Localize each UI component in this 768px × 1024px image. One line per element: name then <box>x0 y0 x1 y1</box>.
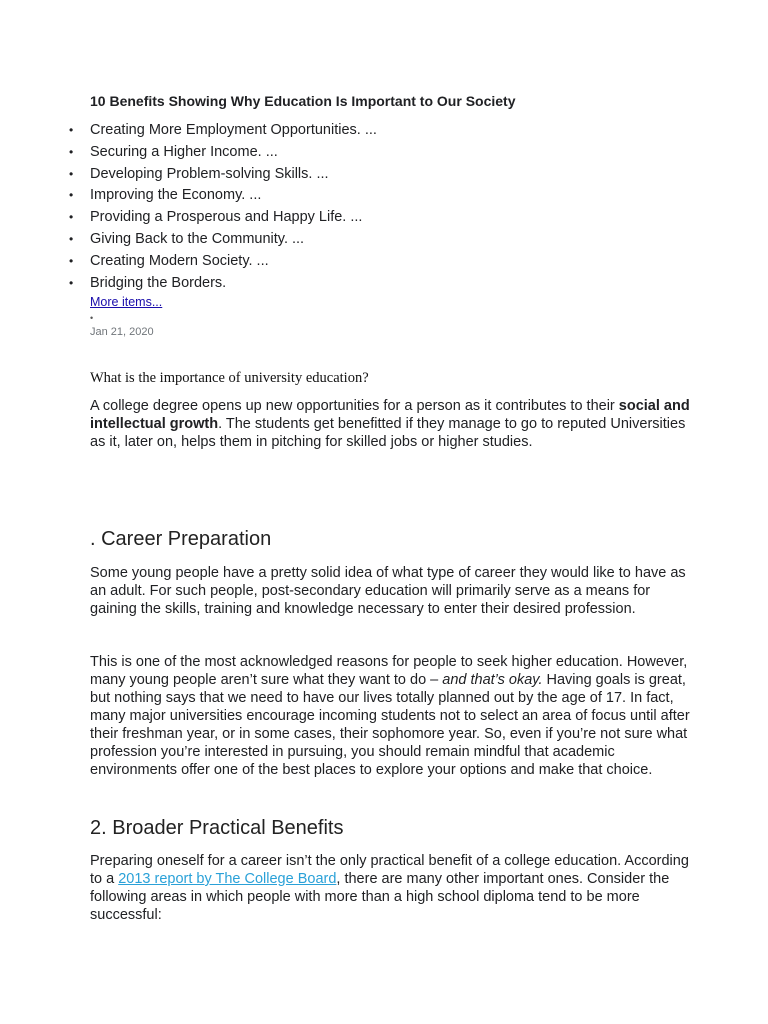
career-paragraph-1: Some young people have a pretty solid idea of what type of career they would like to have as an adult. For such people, post-secondary education will primarily serve as a means for gaining the skills, training and knowledge necessary to enter their desired profession. <box>90 565 686 617</box>
bullet-icon: • <box>69 166 74 181</box>
section-heading-career-preparation: . Career Preparation <box>90 528 272 550</box>
snippet-date: Jan 21, 2020 <box>90 326 154 338</box>
list-item: • Creating Modern Society. ... <box>90 251 377 273</box>
list-item: • Giving Back to the Community. ... <box>90 229 377 251</box>
snippet-title: 10 Benefits Showing Why Education Is Important to Our Society <box>90 93 516 109</box>
list-item: • Improving the Economy. ... <box>90 185 377 207</box>
answer-bold-phrase: social and intellectual growth <box>90 398 690 432</box>
list-item: • Providing a Prosperous and Happy Life. ... <box>90 207 377 229</box>
list-item: • Developing Problem-solving Skills. ... <box>90 164 377 186</box>
section-heading-broader-benefits: 2. Broader Practical Benefits <box>90 817 344 839</box>
benefits-paragraph: Preparing oneself for a career isn’t the only practical benefit of a college education. According to a 2013 report by The College Board, there are many other important ones. Consider the following areas in which people with more than a high school diploma tend to be more successful: <box>90 853 689 923</box>
bullet-icon: • <box>69 253 74 268</box>
question-heading: What is the importance of university education? <box>90 370 369 386</box>
separator-dot: • <box>90 313 94 323</box>
career-paragraph-2: This is one of the most acknowledged reasons for people to seek higher education. However, many young people aren’t sure what they want to do – and that’s okay. Having goals is great, but nothing says that we need to have our lives totally planned out by the age of 17. In fact, many major universities encourage incoming students not to select an area of focus until after their freshman year, or in some cases, their sophomore year. So, even if you’re not sure what profession you’re interested in pursuing, you should remain mindful that academic environments offer one of the best places to explore your options and make that choice. <box>90 654 690 778</box>
list-item: • Bridging the Borders. <box>90 273 377 295</box>
more-items-link[interactable]: More items... <box>90 295 163 309</box>
list-item: • Securing a Higher Income. ... <box>90 142 377 164</box>
italic-phrase: and that’s okay. <box>442 672 543 688</box>
list-item: • Creating More Employment Opportunities. ... <box>90 120 377 142</box>
bullet-icon: • <box>69 231 74 246</box>
answer-paragraph: A college degree opens up new opportunities for a person as it contributes to their social and intellectual growth. The students get benefitted if they manage to go to reputed Universities as it, later on, helps them in pitching for skilled jobs or higher studies. <box>90 398 690 450</box>
bullet-icon: • <box>69 188 74 203</box>
college-board-report-link[interactable]: 2013 report by The College Board <box>118 871 337 887</box>
bullet-icon: • <box>69 144 74 159</box>
bullet-icon: • <box>69 210 74 225</box>
bullet-icon: • <box>69 123 74 137</box>
benefits-list <box>69 120 377 294</box>
bullet-icon: • <box>69 275 74 290</box>
